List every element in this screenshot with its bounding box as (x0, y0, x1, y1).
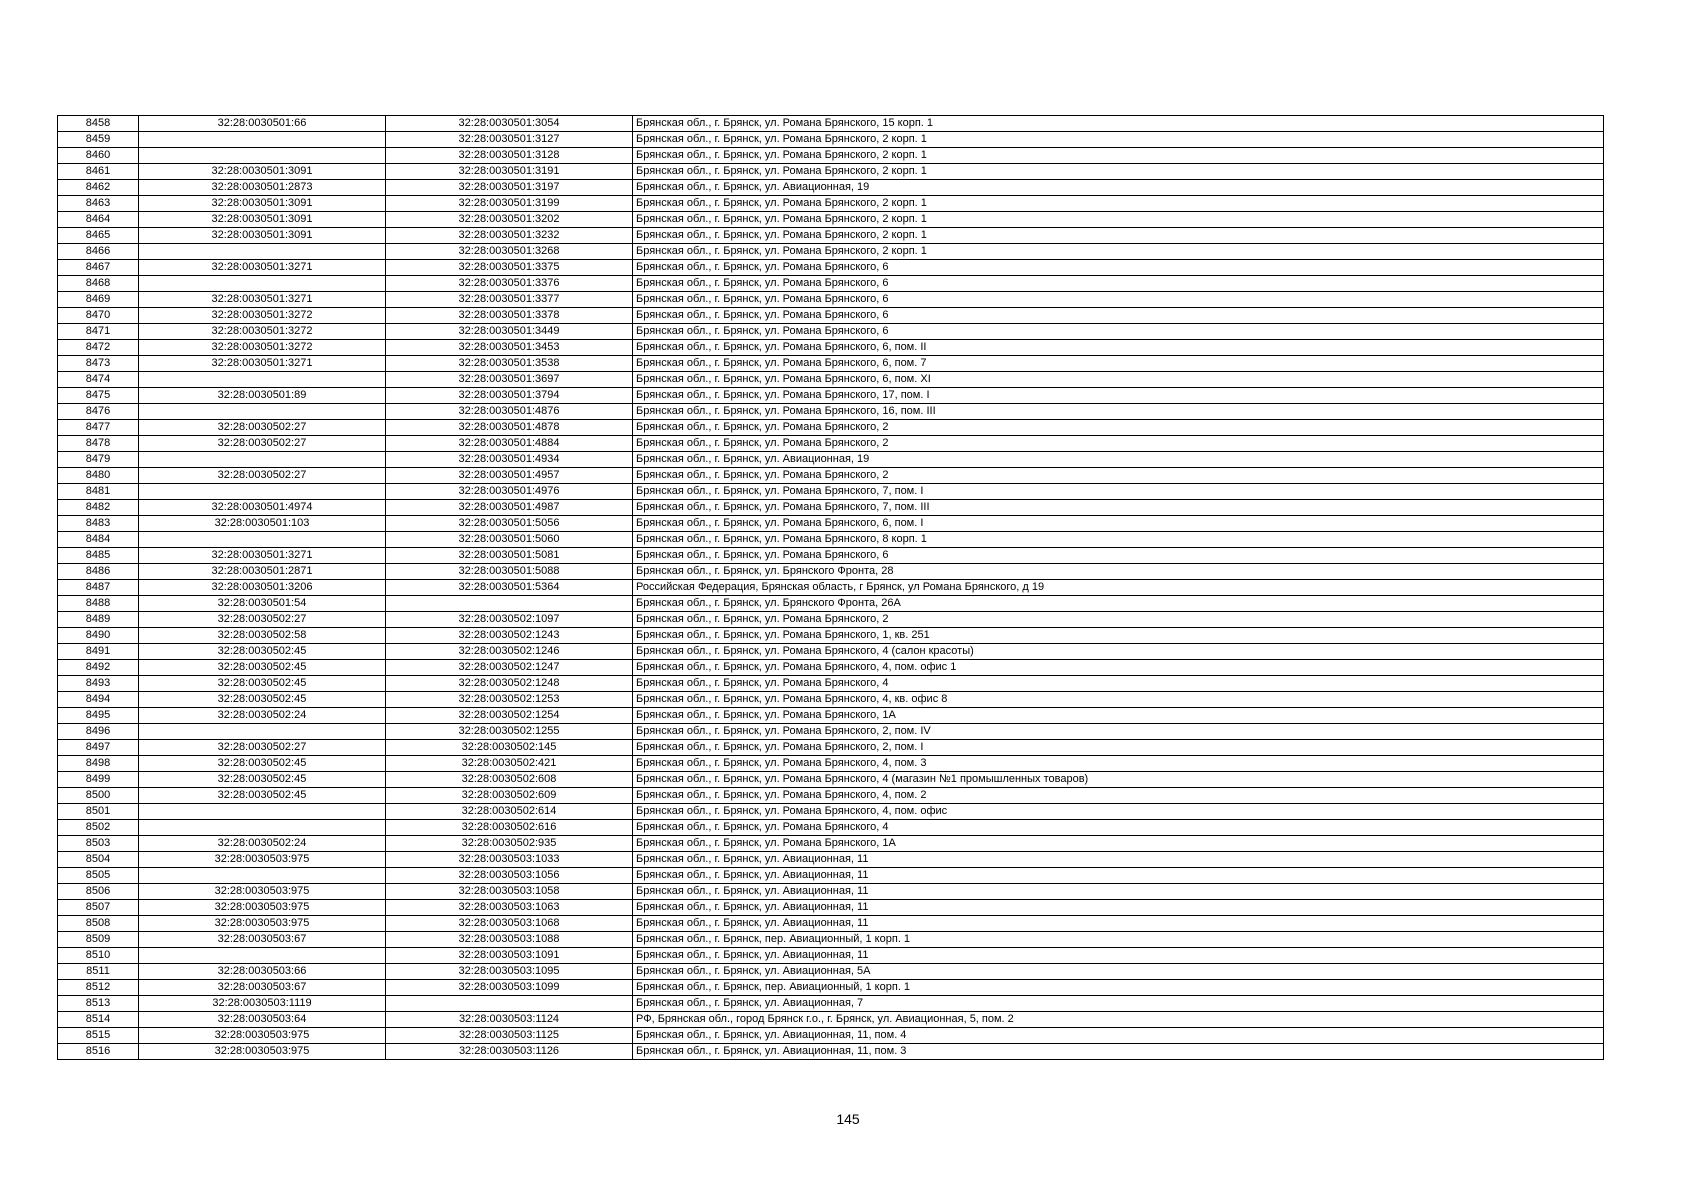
table-row (58, 596, 1604, 612)
row-number-cell: 8506 (58, 884, 139, 900)
cadastral-number-cell: 32:28:0030502:614 (386, 804, 633, 820)
row-number-cell: 8484 (58, 532, 139, 548)
table-row (58, 1044, 1604, 1060)
table-row (58, 772, 1604, 788)
address-cell: Брянская обл., г. Брянск, ул. Романа Брянского, 2 (633, 420, 1604, 436)
cadastral-number-cell: 32:28:0030502:1097 (386, 612, 633, 628)
table-row (58, 980, 1604, 996)
table-row (58, 740, 1604, 756)
parent-cadastral-number-cell: 32:28:0030502:45 (139, 644, 386, 660)
address-cell: Брянская обл., г. Брянск, ул. Романа Брянского, 2 (633, 468, 1604, 484)
parent-cadastral-number-cell: 32:28:0030502:45 (139, 788, 386, 804)
address-cell: Брянская обл., г. Брянск, ул. Авиационная, 5А (633, 964, 1604, 980)
cadastral-number-cell: 32:28:0030503:1095 (386, 964, 633, 980)
row-number-cell: 8469 (58, 292, 139, 308)
cadastral-number-cell: 32:28:0030501:4884 (386, 436, 633, 452)
cadastral-number-cell: 32:28:0030501:3794 (386, 388, 633, 404)
address-cell: Брянская обл., г. Брянск, ул. Романа Брянского, 4, кв. офис 8 (633, 692, 1604, 708)
parent-cadastral-number-cell: 32:28:0030503:67 (139, 932, 386, 948)
address-cell: Брянская обл., г. Брянск, ул. Романа Брянского, 6, пом. I (633, 516, 1604, 532)
cadastral-number-cell: 32:28:0030502:1243 (386, 628, 633, 644)
parent-cadastral-number-cell: 32:28:0030503:1119 (139, 996, 386, 1012)
address-cell: Брянская обл., г. Брянск, ул. Авиационная, 11 (633, 852, 1604, 868)
cadastral-number-cell (386, 596, 633, 612)
parent-cadastral-number-cell: 32:28:0030502:45 (139, 676, 386, 692)
table-row (58, 660, 1604, 676)
table-row (58, 420, 1604, 436)
table-row (58, 372, 1604, 388)
address-cell: Брянская обл., г. Брянск, ул. Авиационная, 7 (633, 996, 1604, 1012)
cadastral-number-cell: 32:28:0030501:4876 (386, 404, 633, 420)
row-number-cell: 8495 (58, 708, 139, 724)
parent-cadastral-number-cell: 32:28:0030501:3271 (139, 548, 386, 564)
parent-cadastral-number-cell: 32:28:0030501:89 (139, 388, 386, 404)
row-number-cell: 8509 (58, 932, 139, 948)
table-row (58, 708, 1604, 724)
row-number-cell: 8478 (58, 436, 139, 452)
table-row (58, 676, 1604, 692)
cadastral-number-cell: 32:28:0030501:3538 (386, 356, 633, 372)
row-number-cell: 8467 (58, 260, 139, 276)
row-number-cell: 8462 (58, 180, 139, 196)
address-cell: Брянская обл., г. Брянск, ул. Романа Брянского, 4 (633, 820, 1604, 836)
parent-cadastral-number-cell (139, 820, 386, 836)
table-row (58, 788, 1604, 804)
cadastral-number-cell: 32:28:0030503:1068 (386, 916, 633, 932)
parent-cadastral-number-cell: 32:28:0030501:3271 (139, 292, 386, 308)
address-cell: РФ, Брянская обл., город Брянск г.о., г. Брянск, ул. Авиационная, 5, пом. 2 (633, 1012, 1604, 1028)
address-cell: Брянская обл., г. Брянск, ул. Романа Брянского, 6 (633, 308, 1604, 324)
address-cell: Брянская обл., г. Брянск, ул. Авиационная, 11 (633, 884, 1604, 900)
row-number-cell: 8483 (58, 516, 139, 532)
parent-cadastral-number-cell: 32:28:0030503:975 (139, 900, 386, 916)
row-number-cell: 8464 (58, 212, 139, 228)
address-cell: Брянская обл., г. Брянск, ул. Романа Брянского, 2 (633, 436, 1604, 452)
cadastral-number-cell: 32:28:0030501:3127 (386, 132, 633, 148)
cadastral-number-cell: 32:28:0030501:3376 (386, 276, 633, 292)
cadastral-number-cell: 32:28:0030503:1063 (386, 900, 633, 916)
table-row (58, 436, 1604, 452)
cadastral-number-cell: 32:28:0030501:3191 (386, 164, 633, 180)
parent-cadastral-number-cell: 32:28:0030501:3272 (139, 308, 386, 324)
table-row (58, 548, 1604, 564)
parent-cadastral-number-cell (139, 404, 386, 420)
parent-cadastral-number-cell (139, 132, 386, 148)
address-cell: Брянская обл., г. Брянск, ул. Романа Брянского, 1А (633, 708, 1604, 724)
cadastral-number-cell: 32:28:0030501:4976 (386, 484, 633, 500)
cadastral-number-cell: 32:28:0030502:1248 (386, 676, 633, 692)
parent-cadastral-number-cell: 32:28:0030503:67 (139, 980, 386, 996)
table-row (58, 180, 1604, 196)
parent-cadastral-number-cell: 32:28:0030503:66 (139, 964, 386, 980)
row-number-cell: 8512 (58, 980, 139, 996)
table-row (58, 212, 1604, 228)
address-cell: Брянская обл., г. Брянск, ул. Романа Брянского, 4 (633, 676, 1604, 692)
address-cell: Брянская обл., г. Брянск, ул. Брянского Фронта, 28 (633, 564, 1604, 580)
cadastral-number-cell: 32:28:0030503:1099 (386, 980, 633, 996)
cadastral-number-cell: 32:28:0030503:1088 (386, 932, 633, 948)
address-cell: Брянская обл., г. Брянск, ул. Романа Брянского, 6 (633, 276, 1604, 292)
address-cell: Брянская обл., г. Брянск, ул. Брянского Фронта, 26А (633, 596, 1604, 612)
cadastral-number-cell: 32:28:0030502:1246 (386, 644, 633, 660)
row-number-cell: 8479 (58, 452, 139, 468)
row-number-cell: 8498 (58, 756, 139, 772)
address-cell: Брянская обл., г. Брянск, ул. Романа Брянского, 2, пом. I (633, 740, 1604, 756)
parent-cadastral-number-cell: 32:28:0030501:3272 (139, 340, 386, 356)
parent-cadastral-number-cell: 32:28:0030502:45 (139, 692, 386, 708)
cadastral-number-cell: 32:28:0030501:3054 (386, 116, 633, 132)
row-number-cell: 8507 (58, 900, 139, 916)
cadastral-number-cell: 32:28:0030501:3697 (386, 372, 633, 388)
cadastral-number-cell: 32:28:0030501:5056 (386, 516, 633, 532)
address-cell: Брянская обл., г. Брянск, ул. Романа Брянского, 7, пом. III (633, 500, 1604, 516)
address-cell: Брянская обл., г. Брянск, ул. Авиационная, 11 (633, 948, 1604, 964)
address-cell: Брянская обл., г. Брянск, ул. Романа Брянского, 2 корп. 1 (633, 148, 1604, 164)
row-number-cell: 8493 (58, 676, 139, 692)
table-row (58, 804, 1604, 820)
row-number-cell: 8503 (58, 836, 139, 852)
cadastral-number-cell: 32:28:0030501:4957 (386, 468, 633, 484)
table-row (58, 1028, 1604, 1044)
address-cell: Брянская обл., г. Брянск, ул. Авиационная, 19 (633, 180, 1604, 196)
address-cell: Брянская обл., г. Брянск, пер. Авиационный, 1 корп. 1 (633, 932, 1604, 948)
address-cell: Брянская обл., г. Брянск, ул. Романа Брянского, 7, пом. I (633, 484, 1604, 500)
row-number-cell: 8492 (58, 660, 139, 676)
cadastral-number-cell: 32:28:0030501:3197 (386, 180, 633, 196)
row-number-cell: 8511 (58, 964, 139, 980)
parent-cadastral-number-cell (139, 868, 386, 884)
row-number-cell: 8502 (58, 820, 139, 836)
page-number: 145 (836, 1111, 860, 1127)
row-number-cell: 8489 (58, 612, 139, 628)
cadastral-number-cell: 32:28:0030501:3377 (386, 292, 633, 308)
table-row (58, 948, 1604, 964)
parent-cadastral-number-cell: 32:28:0030502:45 (139, 772, 386, 788)
row-number-cell: 8494 (58, 692, 139, 708)
address-cell: Брянская обл., г. Брянск, ул. Романа Брянского, 17, пом. I (633, 388, 1604, 404)
row-number-cell: 8485 (58, 548, 139, 564)
address-cell: Брянская обл., г. Брянск, ул. Романа Брянского, 2 корп. 1 (633, 212, 1604, 228)
parent-cadastral-number-cell (139, 804, 386, 820)
table-body (58, 116, 1604, 1060)
row-number-cell: 8465 (58, 228, 139, 244)
parent-cadastral-number-cell: 32:28:0030501:3271 (139, 260, 386, 276)
row-number-cell: 8514 (58, 1012, 139, 1028)
address-cell: Брянская обл., г. Брянск, ул. Романа Брянского, 6 (633, 548, 1604, 564)
cadastral-number-cell: 32:28:0030502:145 (386, 740, 633, 756)
parent-cadastral-number-cell: 32:28:0030501:66 (139, 116, 386, 132)
address-cell: Брянская обл., г. Брянск, ул. Романа Брянского, 4 (магазин №1 промышленных товаров) (633, 772, 1604, 788)
cadastral-number-cell: 32:28:0030501:5060 (386, 532, 633, 548)
table-row (58, 996, 1604, 1012)
cadastral-number-cell: 32:28:0030502:1253 (386, 692, 633, 708)
row-number-cell: 8487 (58, 580, 139, 596)
address-cell: Брянская обл., г. Брянск, ул. Авиационная, 19 (633, 452, 1604, 468)
address-cell: Брянская обл., г. Брянск, ул. Романа Брянского, 6, пом. II (633, 340, 1604, 356)
row-number-cell: 8461 (58, 164, 139, 180)
table-row (58, 852, 1604, 868)
cadastral-number-cell: 32:28:0030502:608 (386, 772, 633, 788)
row-number-cell: 8508 (58, 916, 139, 932)
address-cell: Брянская обл., г. Брянск, пер. Авиационный, 1 корп. 1 (633, 980, 1604, 996)
row-number-cell: 8481 (58, 484, 139, 500)
table-row (58, 260, 1604, 276)
row-number-cell: 8466 (58, 244, 139, 260)
address-cell: Брянская обл., г. Брянск, ул. Романа Брянского, 1А (633, 836, 1604, 852)
table-row (58, 884, 1604, 900)
parent-cadastral-number-cell: 32:28:0030501:3091 (139, 212, 386, 228)
cadastral-number-cell: 32:28:0030502:421 (386, 756, 633, 772)
address-cell: Брянская обл., г. Брянск, ул. Романа Брянского, 15 корп. 1 (633, 116, 1604, 132)
address-cell: Брянская обл., г. Брянск, ул. Романа Брянского, 4, пом. офис (633, 804, 1604, 820)
parent-cadastral-number-cell: 32:28:0030503:975 (139, 1028, 386, 1044)
parent-cadastral-number-cell: 32:28:0030501:3271 (139, 356, 386, 372)
cadastral-number-cell: 32:28:0030501:3378 (386, 308, 633, 324)
address-cell: Брянская обл., г. Брянск, ул. Романа Брянского, 6 (633, 292, 1604, 308)
table-row (58, 148, 1604, 164)
parent-cadastral-number-cell: 32:28:0030501:3206 (139, 580, 386, 596)
cadastral-number-cell: 32:28:0030501:4878 (386, 420, 633, 436)
cadastral-number-cell: 32:28:0030501:5364 (386, 580, 633, 596)
row-number-cell: 8460 (58, 148, 139, 164)
cadastral-number-cell: 32:28:0030503:1091 (386, 948, 633, 964)
cadastral-number-cell: 32:28:0030501:3375 (386, 260, 633, 276)
table-row (58, 564, 1604, 580)
table-row (58, 580, 1604, 596)
address-cell: Брянская обл., г. Брянск, ул. Романа Брянского, 6, пом. XI (633, 372, 1604, 388)
parent-cadastral-number-cell: 32:28:0030501:2873 (139, 180, 386, 196)
table-row (58, 900, 1604, 916)
table-row (58, 836, 1604, 852)
address-cell: Брянская обл., г. Брянск, ул. Авиационная, 11 (633, 916, 1604, 932)
cadastral-number-cell: 32:28:0030501:3232 (386, 228, 633, 244)
row-number-cell: 8477 (58, 420, 139, 436)
parent-cadastral-number-cell: 32:28:0030502:27 (139, 612, 386, 628)
table-row (58, 516, 1604, 532)
table-row (58, 756, 1604, 772)
row-number-cell: 8515 (58, 1028, 139, 1044)
row-number-cell: 8463 (58, 196, 139, 212)
parent-cadastral-number-cell (139, 484, 386, 500)
row-number-cell: 8501 (58, 804, 139, 820)
table-row (58, 164, 1604, 180)
parent-cadastral-number-cell: 32:28:0030502:27 (139, 468, 386, 484)
cadastral-number-cell: 32:28:0030503:1124 (386, 1012, 633, 1028)
parent-cadastral-number-cell (139, 724, 386, 740)
table-row (58, 356, 1604, 372)
row-number-cell: 8473 (58, 356, 139, 372)
cadastral-number-cell: 32:28:0030503:1033 (386, 852, 633, 868)
parent-cadastral-number-cell (139, 244, 386, 260)
address-cell: Брянская обл., г. Брянск, ул. Романа Брянского, 4, пом. офис 1 (633, 660, 1604, 676)
table-row (58, 404, 1604, 420)
cadastral-number-cell: 32:28:0030503:1056 (386, 868, 633, 884)
address-cell: Брянская обл., г. Брянск, ул. Романа Брянского, 4, пом. 2 (633, 788, 1604, 804)
row-number-cell: 8513 (58, 996, 139, 1012)
parent-cadastral-number-cell: 32:28:0030503:975 (139, 884, 386, 900)
address-cell: Брянская обл., г. Брянск, ул. Романа Брянского, 8 корп. 1 (633, 532, 1604, 548)
parent-cadastral-number-cell (139, 148, 386, 164)
row-number-cell: 8499 (58, 772, 139, 788)
table-row (58, 532, 1604, 548)
cadastral-number-cell: 32:28:0030503:1058 (386, 884, 633, 900)
parent-cadastral-number-cell: 32:28:0030501:54 (139, 596, 386, 612)
table-row (58, 692, 1604, 708)
parent-cadastral-number-cell (139, 452, 386, 468)
row-number-cell: 8475 (58, 388, 139, 404)
parent-cadastral-number-cell: 32:28:0030501:3091 (139, 228, 386, 244)
row-number-cell: 8510 (58, 948, 139, 964)
cadastral-number-cell: 32:28:0030503:1125 (386, 1028, 633, 1044)
row-number-cell: 8476 (58, 404, 139, 420)
address-cell: Брянская обл., г. Брянск, ул. Романа Брянского, 2 корп. 1 (633, 228, 1604, 244)
address-cell: Брянская обл., г. Брянск, ул. Романа Брянского, 4, пом. 3 (633, 756, 1604, 772)
table-row (58, 1012, 1604, 1028)
cadastral-number-cell: 32:28:0030502:1247 (386, 660, 633, 676)
table-row (58, 612, 1604, 628)
table-row (58, 468, 1604, 484)
table-row (58, 916, 1604, 932)
cadastral-number-cell: 32:28:0030501:3199 (386, 196, 633, 212)
parent-cadastral-number-cell: 32:28:0030502:24 (139, 836, 386, 852)
address-cell: Брянская обл., г. Брянск, ул. Авиационная, 11, пом. 3 (633, 1044, 1604, 1060)
parent-cadastral-number-cell: 32:28:0030501:4974 (139, 500, 386, 516)
table-row (58, 820, 1604, 836)
address-cell: Брянская обл., г. Брянск, ул. Романа Брянского, 16, пом. III (633, 404, 1604, 420)
address-cell: Брянская обл., г. Брянск, ул. Романа Брянского, 2, пом. IV (633, 724, 1604, 740)
table-row (58, 628, 1604, 644)
cadastral-number-cell: 32:28:0030501:5088 (386, 564, 633, 580)
parent-cadastral-number-cell: 32:28:0030501:3091 (139, 196, 386, 212)
parent-cadastral-number-cell: 32:28:0030501:3272 (139, 324, 386, 340)
parent-cadastral-number-cell (139, 372, 386, 388)
address-cell: Брянская обл., г. Брянск, ул. Романа Брянского, 4 (салон красоты) (633, 644, 1604, 660)
cadastral-number-cell: 32:28:0030501:4934 (386, 452, 633, 468)
cadastral-number-cell: 32:28:0030501:3268 (386, 244, 633, 260)
row-number-cell: 8488 (58, 596, 139, 612)
parent-cadastral-number-cell: 32:28:0030503:975 (139, 852, 386, 868)
table-row (58, 388, 1604, 404)
table-row (58, 452, 1604, 468)
cadastral-number-cell: 32:28:0030502:609 (386, 788, 633, 804)
cadastral-number-cell: 32:28:0030501:4987 (386, 500, 633, 516)
table-row (58, 340, 1604, 356)
address-cell: Брянская обл., г. Брянск, ул. Романа Брянского, 2 корп. 1 (633, 164, 1604, 180)
table-row (58, 276, 1604, 292)
cadastral-number-cell: 32:28:0030501:3453 (386, 340, 633, 356)
parent-cadastral-number-cell: 32:28:0030502:27 (139, 740, 386, 756)
row-number-cell: 8496 (58, 724, 139, 740)
table-row (58, 324, 1604, 340)
row-number-cell: 8468 (58, 276, 139, 292)
cadastral-number-cell: 32:28:0030501:3202 (386, 212, 633, 228)
row-number-cell: 8516 (58, 1044, 139, 1060)
parent-cadastral-number-cell: 32:28:0030501:103 (139, 516, 386, 532)
table-row (58, 500, 1604, 516)
address-cell: Брянская обл., г. Брянск, ул. Романа Брянского, 2 корп. 1 (633, 244, 1604, 260)
parent-cadastral-number-cell: 32:28:0030502:27 (139, 436, 386, 452)
parent-cadastral-number-cell: 32:28:0030502:27 (139, 420, 386, 436)
cadastral-number-cell (386, 996, 633, 1012)
cadastral-number-cell: 32:28:0030502:1255 (386, 724, 633, 740)
parent-cadastral-number-cell: 32:28:0030503:975 (139, 1044, 386, 1060)
row-number-cell: 8458 (58, 116, 139, 132)
table-row (58, 644, 1604, 660)
parent-cadastral-number-cell: 32:28:0030503:64 (139, 1012, 386, 1028)
cadastral-number-cell: 32:28:0030503:1126 (386, 1044, 633, 1060)
table-row (58, 868, 1604, 884)
row-number-cell: 8459 (58, 132, 139, 148)
row-number-cell: 8471 (58, 324, 139, 340)
address-cell: Брянская обл., г. Брянск, ул. Романа Брянского, 2 (633, 612, 1604, 628)
address-cell: Брянская обл., г. Брянск, ул. Романа Брянского, 1, кв. 251 (633, 628, 1604, 644)
parent-cadastral-number-cell: 32:28:0030503:975 (139, 916, 386, 932)
table-row (58, 196, 1604, 212)
row-number-cell: 8470 (58, 308, 139, 324)
parent-cadastral-number-cell: 32:28:0030502:24 (139, 708, 386, 724)
table-row (58, 244, 1604, 260)
parent-cadastral-number-cell: 32:28:0030501:3091 (139, 164, 386, 180)
row-number-cell: 8491 (58, 644, 139, 660)
row-number-cell: 8472 (58, 340, 139, 356)
table-row (58, 132, 1604, 148)
parent-cadastral-number-cell (139, 532, 386, 548)
address-cell: Брянская обл., г. Брянск, ул. Авиационная, 11 (633, 900, 1604, 916)
row-number-cell: 8500 (58, 788, 139, 804)
parent-cadastral-number-cell (139, 948, 386, 964)
address-cell: Российская Федерация, Брянская область, г Брянск, ул Романа Брянского, д 19 (633, 580, 1604, 596)
table-row (58, 964, 1604, 980)
parent-cadastral-number-cell: 32:28:0030501:2871 (139, 564, 386, 580)
table-row (58, 308, 1604, 324)
parent-cadastral-number-cell: 32:28:0030502:45 (139, 660, 386, 676)
row-number-cell: 8490 (58, 628, 139, 644)
address-cell: Брянская обл., г. Брянск, ул. Романа Брянского, 2 корп. 1 (633, 132, 1604, 148)
address-cell: Брянская обл., г. Брянск, ул. Авиационная, 11 (633, 868, 1604, 884)
table-row (58, 116, 1604, 132)
address-cell: Брянская обл., г. Брянск, ул. Романа Брянского, 6 (633, 324, 1604, 340)
row-number-cell: 8497 (58, 740, 139, 756)
parent-cadastral-number-cell: 32:28:0030502:58 (139, 628, 386, 644)
cadastral-number-cell: 32:28:0030502:616 (386, 820, 633, 836)
parent-cadastral-number-cell: 32:28:0030502:45 (139, 756, 386, 772)
row-number-cell: 8480 (58, 468, 139, 484)
cadastral-number-cell: 32:28:0030501:3449 (386, 324, 633, 340)
table-row (58, 724, 1604, 740)
cadastral-table (57, 115, 1604, 1060)
table-row (58, 228, 1604, 244)
row-number-cell: 8505 (58, 868, 139, 884)
row-number-cell: 8482 (58, 500, 139, 516)
address-cell: Брянская обл., г. Брянск, ул. Романа Брянского, 6, пом. 7 (633, 356, 1604, 372)
cadastral-number-cell: 32:28:0030502:935 (386, 836, 633, 852)
address-cell: Брянская обл., г. Брянск, ул. Романа Брянского, 2 корп. 1 (633, 196, 1604, 212)
table-row (58, 292, 1604, 308)
cadastral-number-cell: 32:28:0030502:1254 (386, 708, 633, 724)
row-number-cell: 8486 (58, 564, 139, 580)
table-row (58, 932, 1604, 948)
cadastral-number-cell: 32:28:0030501:3128 (386, 148, 633, 164)
row-number-cell: 8504 (58, 852, 139, 868)
table-row (58, 484, 1604, 500)
address-cell: Брянская обл., г. Брянск, ул. Романа Брянского, 6 (633, 260, 1604, 276)
cadastral-number-cell: 32:28:0030501:5081 (386, 548, 633, 564)
parent-cadastral-number-cell (139, 276, 386, 292)
address-cell: Брянская обл., г. Брянск, ул. Авиационная, 11, пом. 4 (633, 1028, 1604, 1044)
row-number-cell: 8474 (58, 372, 139, 388)
